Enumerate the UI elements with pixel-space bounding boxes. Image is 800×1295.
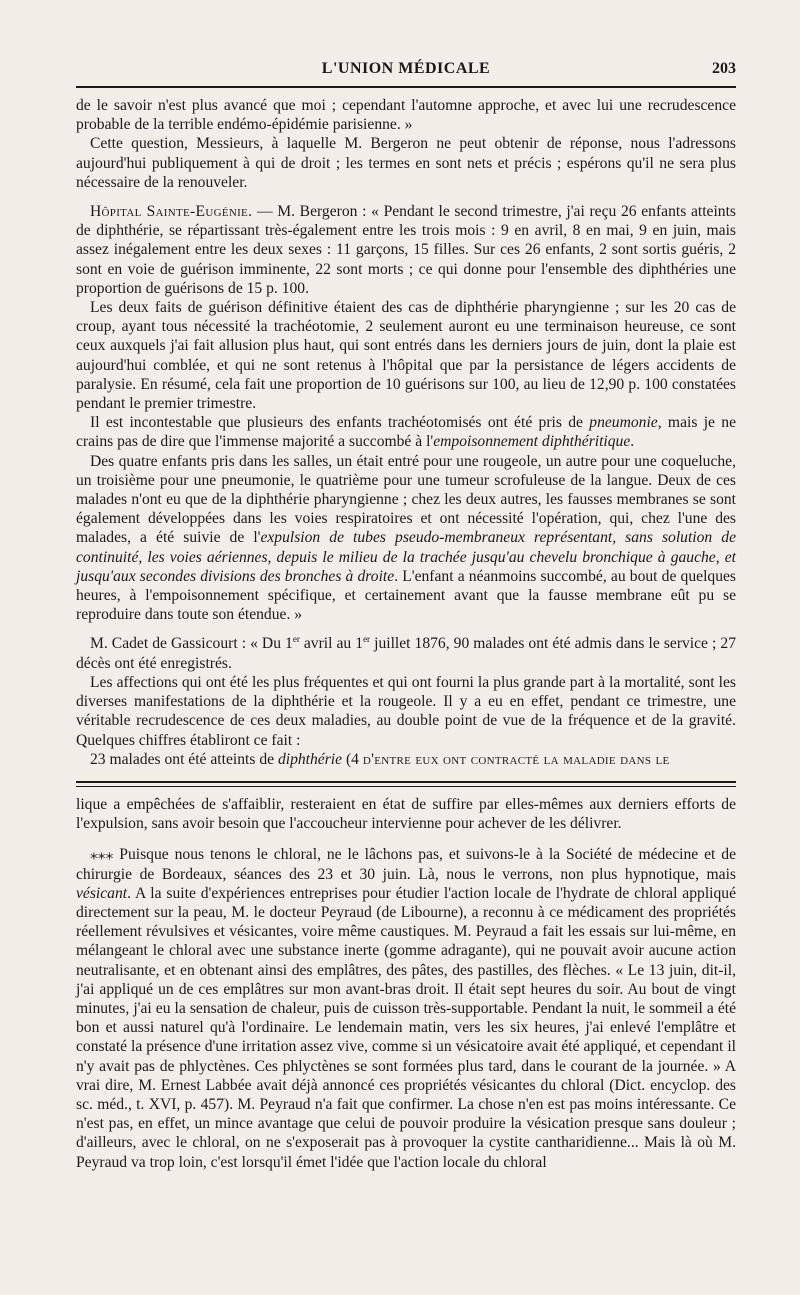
superscript: er (363, 634, 371, 645)
text-run: Il est incontestable que plusieurs des enfants trachéotomisés ont été pris de (90, 414, 590, 432)
text-run: 23 malades ont été atteints de (90, 750, 278, 768)
paragraph-diphtherie-count (76, 750, 736, 769)
header-rule (76, 86, 736, 88)
paragraph-cadet-de-gassicourt (76, 634, 736, 672)
paragraph-quatre-enfants (76, 452, 736, 625)
main-text (76, 96, 736, 769)
paragraph-guerison: Les deux faits de guérison définitive étaient des cas de diphthérie pharyngienne ; sur les 20 cas de croup, ayant tous nécessité la trachéotomie, 2 seulement auront eu une terminaison heureuse, ce sont ceux auxquels j'ai fait allusion plus haut, qui sont entrés dans les derniers jours de juin, dont la plaie est aujourd'hui comblée, et qui ne sont retenus à l'hôpital que par la persistance de légers accidents de paralysie. En résumé, cela fait une proportion de 10 guérisons sur 100, au lieu de 12,90 p. 100 constatées pendant le premier trimestre. (76, 299, 736, 413)
text-run: Des quatre enfants pris dans les salles, un était entré pour une rougeole, un autre pour une coqueluche, un troisième pour une pneumonie, le quatrième pour une tumeur scrofuleuse de la langue. Deux de ces malades n'ont eu que de la diphthérie pharyngienne ; chez les deux autres, les fausses membranes se sont également développées dans les voies respiratoires et ont nécessité l'opération, qui, chez l'une des malades, a été suivie de l' (76, 452, 736, 547)
feuilleton-separator (76, 781, 736, 787)
asterism-icon: ⁎⁎⁎ (90, 846, 114, 864)
italic-term: empoisonnement diphthéritique (433, 433, 631, 451)
section-heading-hopital: Hôpital Sainte-Eugénie. (90, 203, 253, 221)
text-run: juillet 1876, 90 malades ont été admis dans le service ; 27 décès ont été enregistrés. (76, 635, 736, 672)
feuilleton-continuation: lique a empêchées de s'affaiblir, resteraient en état de suffire par elles-mêmes aux derniers efforts de l'expulsion, sans avoir besoin que l'accoucheur intervienne pour achever de les délivrer. (76, 795, 736, 833)
text-run: M. Cadet de Gassicourt : « Du 1 (90, 635, 293, 653)
paragraph-tracheotomises (76, 413, 736, 451)
separator-rule-thin (76, 786, 736, 787)
text-run: . (630, 433, 635, 451)
feuilleton-section (76, 795, 736, 1172)
small-caps-run: d'entre eux ont contracté la maladie dans le (362, 750, 670, 768)
sainte-eugenie-text: — M. Bergeron : « Pendant le second trimestre, j'ai reçu 26 enfants atteints de diphthérie, se répartissant très-également entre les trois mois : 9 en avril, 8 en mai, 9 en juin, mais assez inégalement entre les deux sexes : 11 garçons, 15 filles. Sur ces 26 enfants, 2 sont sortis guéris, 2 sont en voie de guérison imminente, 22 sont morts ; ce qui donne pour l'ensemble des diphthéries une proportion de guérisons de 15 p. 100. (76, 203, 736, 297)
italic-term: pneumonie (589, 414, 658, 432)
paragraph-affections: Les affections qui ont été les plus fréquentes et qui ont fourni la plus grande part à la mortalité, sont les diverses manifestations de la diphthérie et la rougeole. Il y a eu en effet, pendant ce trimestre, une véritable recrudescence de ces deux maladies, au double point de vue de la fréquence et de la gravité. Quelques chiffres établiront ce fait : (76, 673, 736, 749)
superscript: er (292, 634, 300, 645)
text-run: avril au 1 (299, 635, 364, 653)
text-run: Puisque nous tenons le chloral, ne le lâchons pas, et suivons-le à la Société de médecine et de chirurgie de Bordeaux, séances des 23 et 30 juin. Là, nous le verrons, non plus hypnotique, mais (76, 846, 736, 883)
feuilleton-text (76, 795, 736, 1172)
page-number: 203 (712, 60, 736, 77)
text-run: . A la suite d'expériences entreprises pour étudier l'action locale de l'hydrate de chloral appliqué directement sur la peau, M. le docteur Peyraud (de Libourne), a reconnu à ce médicament des propriétés réellement révulsives et vésicantes, voire même caustiques. M. Peyraud a fait les essais sur lui-même, en mélangeant le chloral avec une substance inerte (gomme adragante), qui ne pouvait avoir aucune action neutralisante, et en obtenant ainsi des emplâtres, des pâtes, des pastilles, des flèches. « Le 13 juin, dit-il, j'ai appliqué un de ces emplâtres sur mon avant-bras droit. Il était sept heures du soir. Au bout de vingt minutes, j'ai eu la sensation de chaleur, puis de cuisson très-supportable. Pendant la nuit, le sommeil a été bon et aussi naturel qu'à l'ordinaire. Le lendemain matin, vers les six heures, j'ai enlevé l'emplâtre et constaté la présence d'une irritation assez vive, comme si un vésicatoire avait été appliqué, et cependant il n'y avait pas de phlyctènes. Ces phlyctènes se sont formées plus tard, dans le courant de la journée. » A vrai dire, M. Ernest Labbée avait déjà annoncé ces propriétés vésicantes du chloral (Dict. encyclop. des sc. méd., t. XVI, p. 457). M. Peyraud n'a fait que confirmer. La chose n'en est pas moins intéressante. Ce n'est pas, en effet, un mince avantage que celui de pouvoir produire la vésication presque sans douleur ; d'ailleurs, avec le chloral, on ne s'exposerait pas à provoquer la cystite cantharidienne... Mais là où M. Peyraud va trop loin, c'est lorsqu'il émet l'idée que l'action locale du chloral (76, 884, 736, 1171)
running-title: L'UNION MÉDICALE (321, 60, 491, 77)
paragraph-continuation: de le savoir n'est plus avancé que moi ; cependant l'automne approche, et avec lui une recrudescence probable de la terrible endémo-épidémie parisienne. » (76, 97, 736, 134)
italic-term: diphthérie (277, 750, 343, 768)
italic-term: vésicant (76, 884, 128, 902)
separator-rule-thick (76, 781, 736, 783)
italic-passage: expulsion de tubes pseudo-membraneux représentant, sans solution de continuité, les voies aériennes, depuis le milieu de la trachée jusqu'au chevelu bronchique à gauche, et jusqu'aux secondes divisions des bronches à droite (76, 529, 736, 585)
text-run: (4 (342, 750, 363, 768)
running-head (76, 54, 736, 80)
paragraph-question: Cette question, Messieurs, à laquelle M. Bergeron ne peut obtenir de réponse, nous l'adressons aujourd'hui publiquement à qui de droit ; les termes en sont nets et précis ; espérons qu'il ne sera plus nécessaire de la renouveler. (76, 135, 736, 191)
text-run: . L'enfant a néanmoins succombé, au bout de quelques heures, à l'empoisonnement spécifique, et certainement avant que la fausse membrane eût pu se reproduire dans toute son étendue. » (76, 567, 736, 624)
paragraph-sainte-eugenie (76, 202, 736, 298)
feuilleton-chloral (76, 845, 736, 1171)
text-run: , mais je ne crains pas de dire que l'immense majorité a succombé à l' (76, 414, 736, 451)
